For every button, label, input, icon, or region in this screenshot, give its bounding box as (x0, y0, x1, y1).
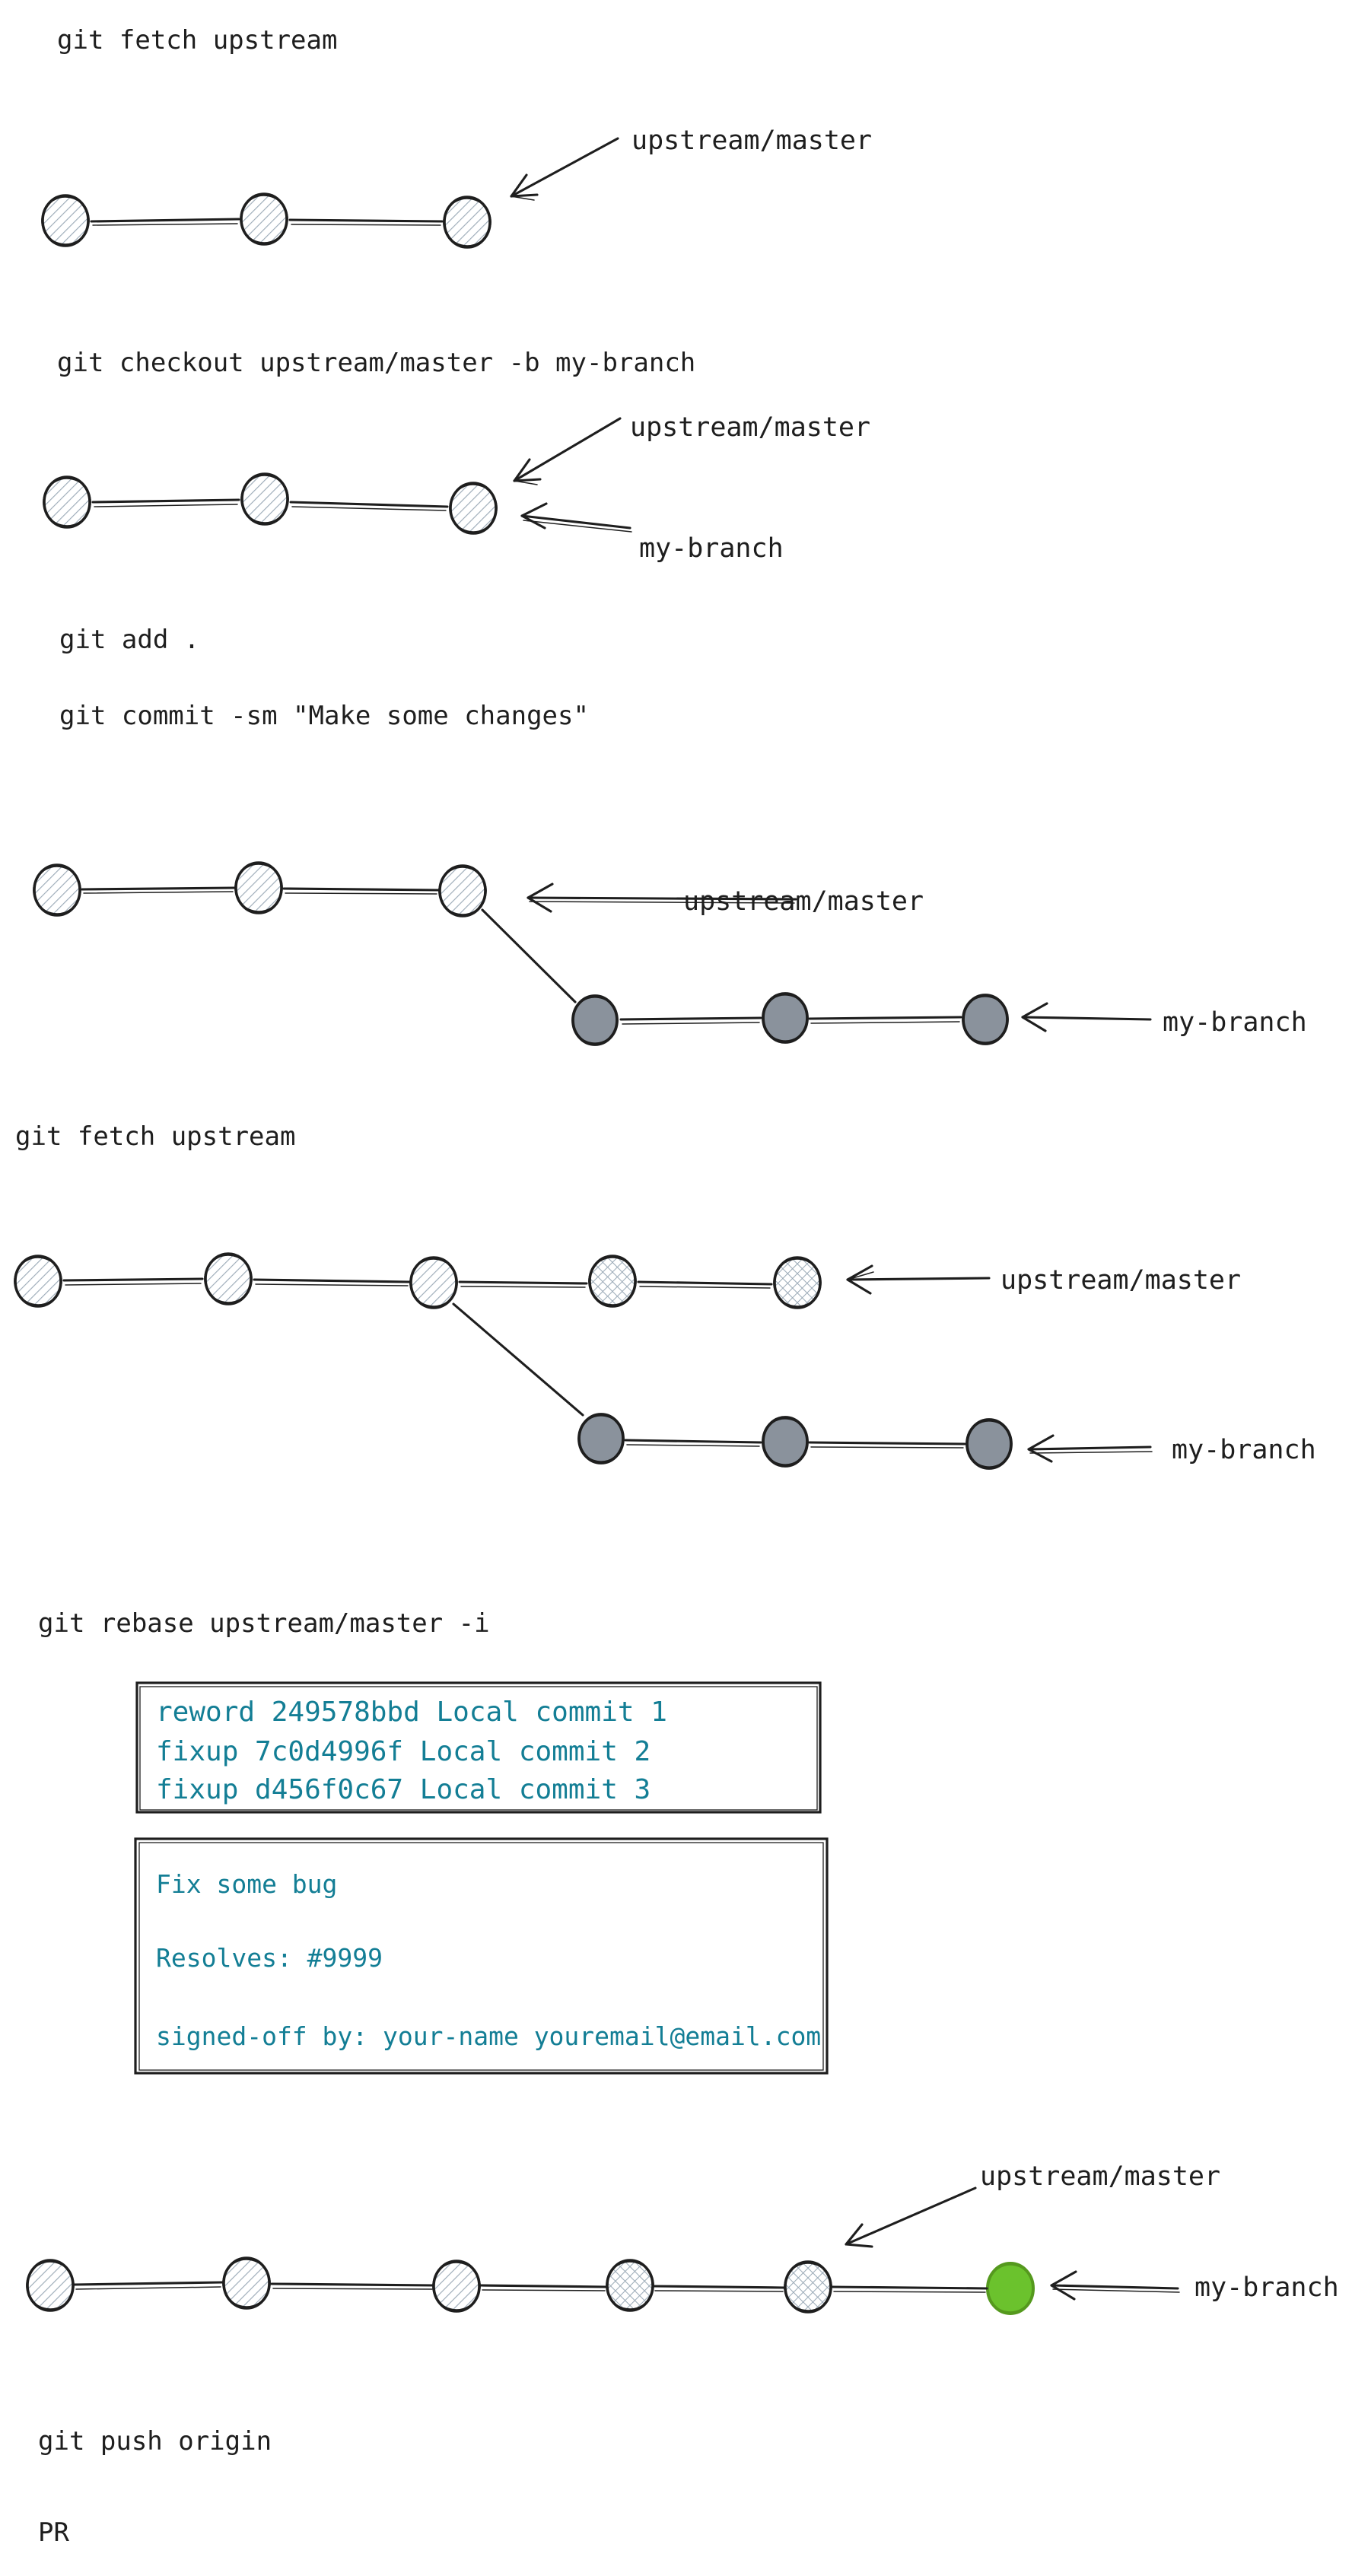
commit-node-local (568, 994, 622, 1047)
branch-fork-edge (453, 1304, 583, 1415)
section-push (38, 2426, 272, 2548)
command-text: git fetch upstream (15, 1121, 296, 1152)
section-checkout (38, 348, 870, 564)
commit-node-hatched (28, 861, 85, 918)
commit-edge (93, 500, 239, 502)
section-fetch-2 (9, 1121, 1315, 1471)
commit-edge (460, 1282, 587, 1283)
commit-node-rebased-local (983, 2260, 1039, 2316)
commit-edge (272, 2284, 434, 2285)
commit-node-new-upstream (584, 1253, 641, 1309)
section-rebase (38, 1608, 827, 2073)
commit-edge-sketch (94, 504, 237, 507)
commit-node-hatched (236, 470, 293, 527)
commit-node-hatched (9, 1252, 66, 1309)
upstream-label: upstream/master (630, 412, 871, 443)
command-text: git add . (59, 625, 200, 655)
commit-edge-sketch (65, 1283, 201, 1285)
branch-label: my-branch (1163, 1007, 1307, 1038)
commit-node-local (959, 993, 1012, 1046)
commit-edge-sketch (93, 224, 237, 225)
branch-label: my-branch (1195, 2272, 1339, 2303)
command-text: git commit -sm "Make some changes" (59, 701, 589, 731)
commit-edge (64, 1279, 202, 1280)
arrow-shaft (511, 138, 618, 196)
branch-fork-edge (482, 910, 575, 1002)
commit-edge (91, 219, 239, 221)
commit-edge-sketch (84, 892, 233, 893)
commit-edge-sketch (461, 1286, 585, 1287)
commit-node-new-upstream (769, 1255, 826, 1311)
upstream-label: upstream/master (980, 2161, 1221, 2192)
todo-line: fixup 7c0d4996f Local commit 2 (156, 1736, 651, 1767)
commit-node-hatched (38, 473, 95, 530)
commit-edge-sketch (811, 1022, 959, 1023)
pr-text: PR (38, 2517, 69, 2548)
arrow-shaft (846, 2188, 975, 2244)
branch-label: my-branch (639, 533, 784, 564)
commit-edge-sketch (291, 224, 441, 225)
command-text: git rebase upstream/master -i (38, 1608, 490, 1639)
commit-node-hatched (428, 2257, 485, 2314)
commit-edge (810, 1017, 961, 1019)
commit-edge (625, 1440, 761, 1442)
commit-edge (291, 502, 447, 507)
upstream-label: upstream/master (683, 886, 924, 917)
commit-node-hatched (199, 1250, 256, 1307)
commit-edge (284, 889, 438, 890)
commit-edge-sketch (76, 2287, 221, 2289)
commit-node-hatched (405, 1254, 462, 1311)
commit-edge (481, 2285, 606, 2287)
upstream-label: upstream/master (1000, 1265, 1242, 1296)
arrow-shaft (848, 1278, 989, 1280)
commit-edge-sketch (834, 2291, 985, 2292)
section-commit (28, 625, 1306, 1047)
commit-node-hatched (438, 193, 495, 250)
commit-edge (82, 888, 234, 889)
command-text: git checkout upstream/master -b my-branch (57, 348, 696, 378)
commit-edge-sketch (622, 1022, 759, 1024)
commit-node-new-upstream (780, 2259, 836, 2315)
commit-edge-sketch (482, 2290, 605, 2291)
commit-edge (621, 1018, 761, 1019)
commit-message-line: Resolves: #9999 (156, 1943, 383, 1973)
arrow-shaft (1029, 1447, 1150, 1449)
arrow-head-sketch (514, 481, 537, 485)
commit-edge-sketch (285, 893, 437, 894)
commit-edge (810, 1442, 965, 1444)
commit-edge (254, 1280, 409, 1282)
commit-edge (638, 1282, 771, 1284)
arrow-head-sketch (511, 196, 534, 200)
commit-node-hatched (21, 2256, 78, 2314)
commit-node-hatched (444, 479, 501, 536)
command-text: git push origin (38, 2426, 272, 2457)
commit-node-hatched (230, 859, 287, 916)
todo-line: fixup d456f0c67 Local commit 3 (156, 1774, 651, 1805)
arrow-shaft-sketch (1053, 2289, 1179, 2292)
commit-edge (654, 2286, 784, 2288)
section-fetch-1 (37, 25, 872, 251)
commit-node-local (759, 991, 812, 1045)
commit-node-hatched (37, 192, 94, 249)
commit-edge-sketch (627, 1445, 759, 1446)
commit-edge (290, 220, 442, 221)
section-rebased-chain (21, 2161, 1338, 2317)
commit-edge-sketch (256, 1284, 408, 1286)
commit-edge-sketch (292, 507, 446, 510)
upstream-label: upstream/master (631, 126, 873, 156)
arrow-shaft (1051, 2285, 1178, 2288)
arrow-shaft (1023, 1017, 1150, 1019)
arrow-shaft (514, 418, 620, 481)
commit-message-line: signed-off by: your-name youremail@email.com (156, 2021, 822, 2051)
commit-edge-sketch (640, 1286, 770, 1288)
commit-node-hatched (235, 190, 292, 247)
branch-label: my-branch (1172, 1435, 1316, 1465)
commit-node-new-upstream (602, 2257, 658, 2314)
command-text: git fetch upstream (57, 25, 338, 56)
todo-line: reword 249578bbd Local commit 1 (156, 1697, 667, 1728)
arrow-shaft-sketch (1030, 1452, 1152, 1453)
commit-message-line: Fix some bug (156, 1869, 338, 1899)
commit-node-local (574, 1412, 628, 1465)
commit-node-local (962, 1417, 1016, 1471)
commit-node-hatched (218, 2254, 275, 2311)
commit-edge (75, 2282, 222, 2285)
commit-edge-sketch (273, 2288, 432, 2289)
commit-node-local (759, 1415, 812, 1468)
commit-edge (832, 2287, 987, 2288)
commit-edge-sketch (811, 1447, 963, 1448)
